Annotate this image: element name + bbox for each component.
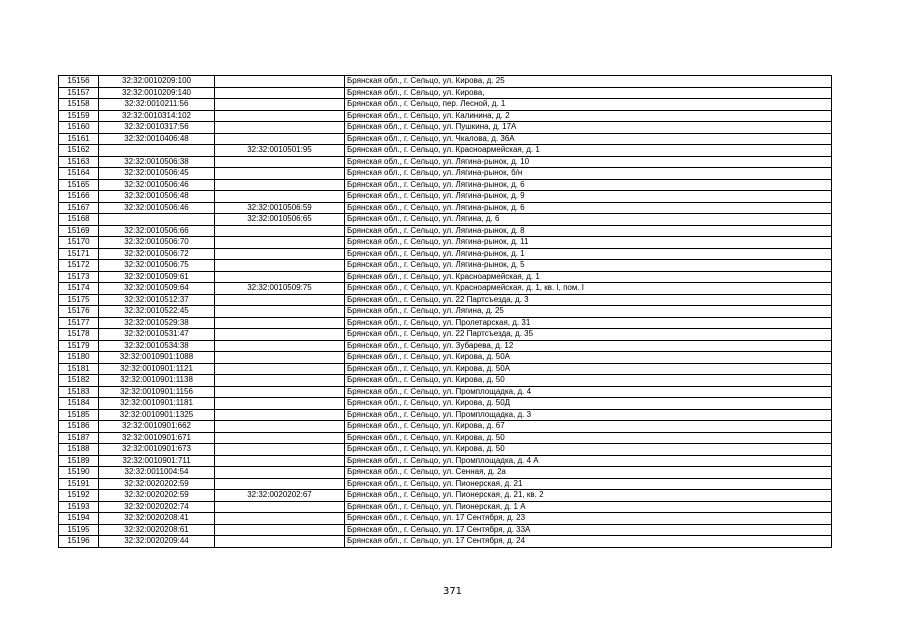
- address-cell: Брянская обл., г. Сельцо, ул. Промплощадка, д. 3: [345, 409, 832, 421]
- row-number-cell: 15159: [59, 110, 99, 122]
- parent-cadastral-number-cell: [215, 536, 345, 548]
- parent-cadastral-number-cell: [215, 363, 345, 375]
- address-cell: Брянская обл., г. Сельцо, ул. Пионерская, д. 21: [345, 478, 832, 490]
- table-row: [59, 363, 832, 375]
- table-row: [59, 110, 832, 122]
- parent-cadastral-number-cell: [215, 444, 345, 456]
- parent-cadastral-number-cell: 32:32:0020202:67: [215, 490, 345, 502]
- address-cell: Брянская обл., г. Сельцо, ул. Лягина, д. 6: [345, 214, 832, 226]
- table-row: [59, 179, 832, 191]
- address-cell: Брянская обл., г. Сельцо, ул. 17 Сентября, д. 23: [345, 513, 832, 525]
- cadastral-number-cell: 32:32:0010522:45: [99, 306, 215, 318]
- cadastral-number-cell: 32:32:0010506:46: [99, 202, 215, 214]
- table-row: [59, 478, 832, 490]
- row-number-cell: 15188: [59, 444, 99, 456]
- row-number-cell: 15166: [59, 191, 99, 203]
- cadastral-number-cell: 32:32:0010509:64: [99, 283, 215, 295]
- row-number-cell: 15173: [59, 271, 99, 283]
- row-number-cell: 15172: [59, 260, 99, 272]
- row-number-cell: 15157: [59, 87, 99, 99]
- row-number-cell: 15162: [59, 145, 99, 157]
- address-cell: Брянская обл., г. Сельцо, ул. Лягина, д. 25: [345, 306, 832, 318]
- parent-cadastral-number-cell: [215, 294, 345, 306]
- table-row: [59, 432, 832, 444]
- cadastral-number-cell: 32:32:0020202:74: [99, 501, 215, 513]
- cadastral-number-cell: 32:32:0010506:72: [99, 248, 215, 260]
- table-row: [59, 237, 832, 249]
- parent-cadastral-number-cell: [215, 421, 345, 433]
- address-cell: Брянская обл., г. Сельцо, ул. 17 Сентября, д. 33А: [345, 524, 832, 536]
- parent-cadastral-number-cell: [215, 340, 345, 352]
- address-cell: Брянская обл., г. Сельцо, ул. Пролетарская, д. 31: [345, 317, 832, 329]
- address-cell: Брянская обл., г. Сельцо, ул. Промплощадка, д. 4 А: [345, 455, 832, 467]
- table-row: [59, 283, 832, 295]
- address-cell: Брянская обл., г. Сельцо, ул. Кирова,: [345, 87, 832, 99]
- row-number-cell: 15181: [59, 363, 99, 375]
- address-cell: Брянская обл., г. Сельцо, ул. Кирова, д. 50А: [345, 363, 832, 375]
- table-row: [59, 375, 832, 387]
- table-row: [59, 306, 832, 318]
- cadastral-number-cell: 32:32:0020202:59: [99, 478, 215, 490]
- row-number-cell: 15196: [59, 536, 99, 548]
- address-cell: Брянская обл., г. Сельцо, ул. Калинина, д. 2: [345, 110, 832, 122]
- cadastral-number-cell: 32:32:0010506:70: [99, 237, 215, 249]
- row-number-cell: 15167: [59, 202, 99, 214]
- cadastral-number-cell: 32:32:0010317:56: [99, 122, 215, 134]
- address-cell: Брянская обл., г. Сельцо, ул. Лягина-рынок, д. 1: [345, 248, 832, 260]
- parent-cadastral-number-cell: [215, 87, 345, 99]
- table-row: [59, 260, 832, 272]
- cadastral-number-cell: 32:32:0010901:673: [99, 444, 215, 456]
- address-cell: Брянская обл., г. Сельцо, ул. Красноармейская, д. 1: [345, 271, 832, 283]
- parent-cadastral-number-cell: [215, 248, 345, 260]
- parent-cadastral-number-cell: [215, 524, 345, 536]
- parent-cadastral-number-cell: [215, 99, 345, 111]
- cadastral-number-cell: 32:32:0010534:38: [99, 340, 215, 352]
- table-row: [59, 409, 832, 421]
- registry-table: [58, 75, 832, 548]
- table-row: [59, 271, 832, 283]
- row-number-cell: 15193: [59, 501, 99, 513]
- table-row: [59, 76, 832, 88]
- row-number-cell: 15175: [59, 294, 99, 306]
- table-row: [59, 386, 832, 398]
- cadastral-number-cell: 32:32:0020208:41: [99, 513, 215, 525]
- row-number-cell: 15178: [59, 329, 99, 341]
- cadastral-number-cell: 32:32:0010506:46: [99, 179, 215, 191]
- parent-cadastral-number-cell: [215, 409, 345, 421]
- address-cell: Брянская обл., г. Сельцо, ул. Кирова, д. 50А: [345, 352, 832, 364]
- parent-cadastral-number-cell: [215, 271, 345, 283]
- address-cell: Брянская обл., г. Сельцо, ул. Кирова, д. 50: [345, 375, 832, 387]
- table-row: [59, 421, 832, 433]
- row-number-cell: 15169: [59, 225, 99, 237]
- address-cell: Брянская обл., г. Сельцо, ул. 17 Сентября, д. 24: [345, 536, 832, 548]
- table-row: [59, 467, 832, 479]
- table-row: [59, 168, 832, 180]
- cadastral-number-cell: [99, 214, 215, 226]
- address-cell: Брянская обл., г. Сельцо, ул. Кирова, д. 67: [345, 421, 832, 433]
- row-number-cell: 15189: [59, 455, 99, 467]
- table-row: [59, 444, 832, 456]
- parent-cadastral-number-cell: [215, 467, 345, 479]
- table-row: [59, 122, 832, 134]
- cadastral-number-cell: 32:32:0010901:1156: [99, 386, 215, 398]
- address-cell: Брянская обл., г. Сельцо, ул. Лягина-рынок, д. 8: [345, 225, 832, 237]
- address-cell: Брянская обл., г. Сельцо, ул. Пионерская, д. 21, кв. 2: [345, 490, 832, 502]
- parent-cadastral-number-cell: 32:32:0010501:95: [215, 145, 345, 157]
- cadastral-number-cell: 32:32:0010901:1325: [99, 409, 215, 421]
- cadastral-number-cell: 32:32:0010506:75: [99, 260, 215, 272]
- parent-cadastral-number-cell: [215, 179, 345, 191]
- address-cell: Брянская обл., г. Сельцо, ул. Пионерская, д. 1 А: [345, 501, 832, 513]
- table-row: [59, 398, 832, 410]
- address-cell: Брянская обл., г. Сельцо, ул. Красноармейская, д. 1, кв. I, пом. I: [345, 283, 832, 295]
- registry-table-body: [59, 76, 832, 548]
- parent-cadastral-number-cell: [215, 191, 345, 203]
- cadastral-number-cell: 32:32:0020208:61: [99, 524, 215, 536]
- parent-cadastral-number-cell: [215, 317, 345, 329]
- cadastral-number-cell: 32:32:0010506:38: [99, 156, 215, 168]
- row-number-cell: 15168: [59, 214, 99, 226]
- row-number-cell: 15184: [59, 398, 99, 410]
- parent-cadastral-number-cell: [215, 260, 345, 272]
- cadastral-number-cell: 32:32:0010314:102: [99, 110, 215, 122]
- address-cell: Брянская обл., г. Сельцо, ул. Зубарева, д. 12: [345, 340, 832, 352]
- cadastral-number-cell: 32:32:0010209:100: [99, 76, 215, 88]
- cadastral-number-cell: 32:32:0010211:56: [99, 99, 215, 111]
- cadastral-number-cell: 32:32:0010901:1138: [99, 375, 215, 387]
- address-cell: Брянская обл., г. Сельцо, ул. Сенная, д. 2а: [345, 467, 832, 479]
- parent-cadastral-number-cell: [215, 225, 345, 237]
- row-number-cell: 15179: [59, 340, 99, 352]
- parent-cadastral-number-cell: [215, 386, 345, 398]
- row-number-cell: 15163: [59, 156, 99, 168]
- row-number-cell: 15187: [59, 432, 99, 444]
- parent-cadastral-number-cell: [215, 375, 345, 387]
- row-number-cell: 15176: [59, 306, 99, 318]
- parent-cadastral-number-cell: [215, 352, 345, 364]
- parent-cadastral-number-cell: [215, 306, 345, 318]
- table-row: [59, 329, 832, 341]
- parent-cadastral-number-cell: [215, 110, 345, 122]
- table-row: [59, 145, 832, 157]
- row-number-cell: 15165: [59, 179, 99, 191]
- cadastral-number-cell: 32:32:0010901:711: [99, 455, 215, 467]
- row-number-cell: 15195: [59, 524, 99, 536]
- table-row: [59, 202, 832, 214]
- table-row: [59, 524, 832, 536]
- table-row: [59, 248, 832, 260]
- row-number-cell: 15191: [59, 478, 99, 490]
- table-row: [59, 536, 832, 548]
- row-number-cell: 15156: [59, 76, 99, 88]
- cadastral-number-cell: 32:32:0010531:47: [99, 329, 215, 341]
- table-row: [59, 294, 832, 306]
- table-row: [59, 156, 832, 168]
- parent-cadastral-number-cell: [215, 455, 345, 467]
- cadastral-number-cell: 32:32:0010509:61: [99, 271, 215, 283]
- address-cell: Брянская обл., г. Сельцо, ул. Чкалова, д. 36А: [345, 133, 832, 145]
- table-row: [59, 340, 832, 352]
- parent-cadastral-number-cell: [215, 501, 345, 513]
- table-row: [59, 490, 832, 502]
- table-row: [59, 501, 832, 513]
- row-number-cell: 15192: [59, 490, 99, 502]
- cadastral-number-cell: 32:32:0010209:140: [99, 87, 215, 99]
- row-number-cell: 15182: [59, 375, 99, 387]
- cadastral-number-cell: 32:32:0010901:662: [99, 421, 215, 433]
- row-number-cell: 15171: [59, 248, 99, 260]
- table-row: [59, 99, 832, 111]
- row-number-cell: 15177: [59, 317, 99, 329]
- address-cell: Брянская обл., г. Сельцо, ул. Лягина-рынок, д. 6: [345, 202, 832, 214]
- row-number-cell: 15160: [59, 122, 99, 134]
- cadastral-number-cell: 32:32:0010506:45: [99, 168, 215, 180]
- parent-cadastral-number-cell: [215, 478, 345, 490]
- row-number-cell: 15183: [59, 386, 99, 398]
- row-number-cell: 15164: [59, 168, 99, 180]
- address-cell: Брянская обл., г. Сельцо, ул. Кирова, д. 50: [345, 432, 832, 444]
- table-row: [59, 455, 832, 467]
- row-number-cell: 15174: [59, 283, 99, 295]
- cadastral-number-cell: 32:32:0020209:44: [99, 536, 215, 548]
- table-row: [59, 352, 832, 364]
- row-number-cell: 15158: [59, 99, 99, 111]
- cadastral-number-cell: 32:32:0010901:1121: [99, 363, 215, 375]
- parent-cadastral-number-cell: 32:32:0010506:65: [215, 214, 345, 226]
- address-cell: Брянская обл., г. Сельцо, ул. Красноармейская, д. 1: [345, 145, 832, 157]
- row-number-cell: 15190: [59, 467, 99, 479]
- parent-cadastral-number-cell: 32:32:0010506:59: [215, 202, 345, 214]
- parent-cadastral-number-cell: [215, 398, 345, 410]
- address-cell: Брянская обл., г. Сельцо, ул. Лягина-рынок, д. 11: [345, 237, 832, 249]
- table-row: [59, 87, 832, 99]
- parent-cadastral-number-cell: [215, 133, 345, 145]
- address-cell: Брянская обл., г. Сельцо, ул. Кирова, д. 50Д: [345, 398, 832, 410]
- cadastral-number-cell: 32:32:0010506:66: [99, 225, 215, 237]
- row-number-cell: 15170: [59, 237, 99, 249]
- cadastral-number-cell: 32:32:0020202:59: [99, 490, 215, 502]
- cadastral-number-cell: 32:32:0010406:48: [99, 133, 215, 145]
- row-number-cell: 15161: [59, 133, 99, 145]
- address-cell: Брянская обл., г. Сельцо, ул. Лягина-рынок, д. 9: [345, 191, 832, 203]
- row-number-cell: 15185: [59, 409, 99, 421]
- address-cell: Брянская обл., г. Сельцо, ул. 22 Партсъезда, д. 3: [345, 294, 832, 306]
- row-number-cell: 15194: [59, 513, 99, 525]
- cadastral-number-cell: 32:32:0010512:37: [99, 294, 215, 306]
- cadastral-number-cell: 32:32:0010901:1088: [99, 352, 215, 364]
- page-number: 371: [442, 586, 463, 597]
- table-row: [59, 513, 832, 525]
- cadastral-number-cell: 32:32:0011004:54: [99, 467, 215, 479]
- table-row: [59, 133, 832, 145]
- address-cell: Брянская обл., г. Сельцо, ул. 22 Партсъезда, д. 35: [345, 329, 832, 341]
- parent-cadastral-number-cell: [215, 513, 345, 525]
- cadastral-number-cell: 32:32:0010506:48: [99, 191, 215, 203]
- address-cell: Брянская обл., г. Сельцо, ул. Пушкина, д. 17А: [345, 122, 832, 134]
- address-cell: Брянская обл., г. Сельцо, ул. Промплощадка, д. 4: [345, 386, 832, 398]
- table-row: [59, 191, 832, 203]
- address-cell: Брянская обл., г. Сельцо, ул. Лягина-рынок, д. 5: [345, 260, 832, 272]
- parent-cadastral-number-cell: [215, 329, 345, 341]
- cadastral-number-cell: [99, 145, 215, 157]
- parent-cadastral-number-cell: [215, 156, 345, 168]
- parent-cadastral-number-cell: [215, 432, 345, 444]
- parent-cadastral-number-cell: 32:32:0010509:75: [215, 283, 345, 295]
- address-cell: Брянская обл., г. Сельцо, ул. Лягина-рынок, б/н: [345, 168, 832, 180]
- parent-cadastral-number-cell: [215, 76, 345, 88]
- row-number-cell: 15180: [59, 352, 99, 364]
- row-number-cell: 15186: [59, 421, 99, 433]
- address-cell: Брянская обл., г. Сельцо, ул. Кирова, д. 25: [345, 76, 832, 88]
- cadastral-number-cell: 32:32:0010901:671: [99, 432, 215, 444]
- address-cell: Брянская обл., г. Сельцо, ул. Кирова, д. 50: [345, 444, 832, 456]
- parent-cadastral-number-cell: [215, 168, 345, 180]
- table-row: [59, 214, 832, 226]
- parent-cadastral-number-cell: [215, 237, 345, 249]
- address-cell: Брянская обл., г. Сельцо, ул. Лягина-рынок, д. 6: [345, 179, 832, 191]
- cadastral-number-cell: 32:32:0010529:38: [99, 317, 215, 329]
- cadastral-number-cell: 32:32:0010901:1181: [99, 398, 215, 410]
- table-row: [59, 317, 832, 329]
- table-row: [59, 225, 832, 237]
- address-cell: Брянская обл., г. Сельцо, ул. Лягина-рынок, д. 10: [345, 156, 832, 168]
- parent-cadastral-number-cell: [215, 122, 345, 134]
- address-cell: Брянская обл., г. Сельцо, пер. Лесной, д. 1: [345, 99, 832, 111]
